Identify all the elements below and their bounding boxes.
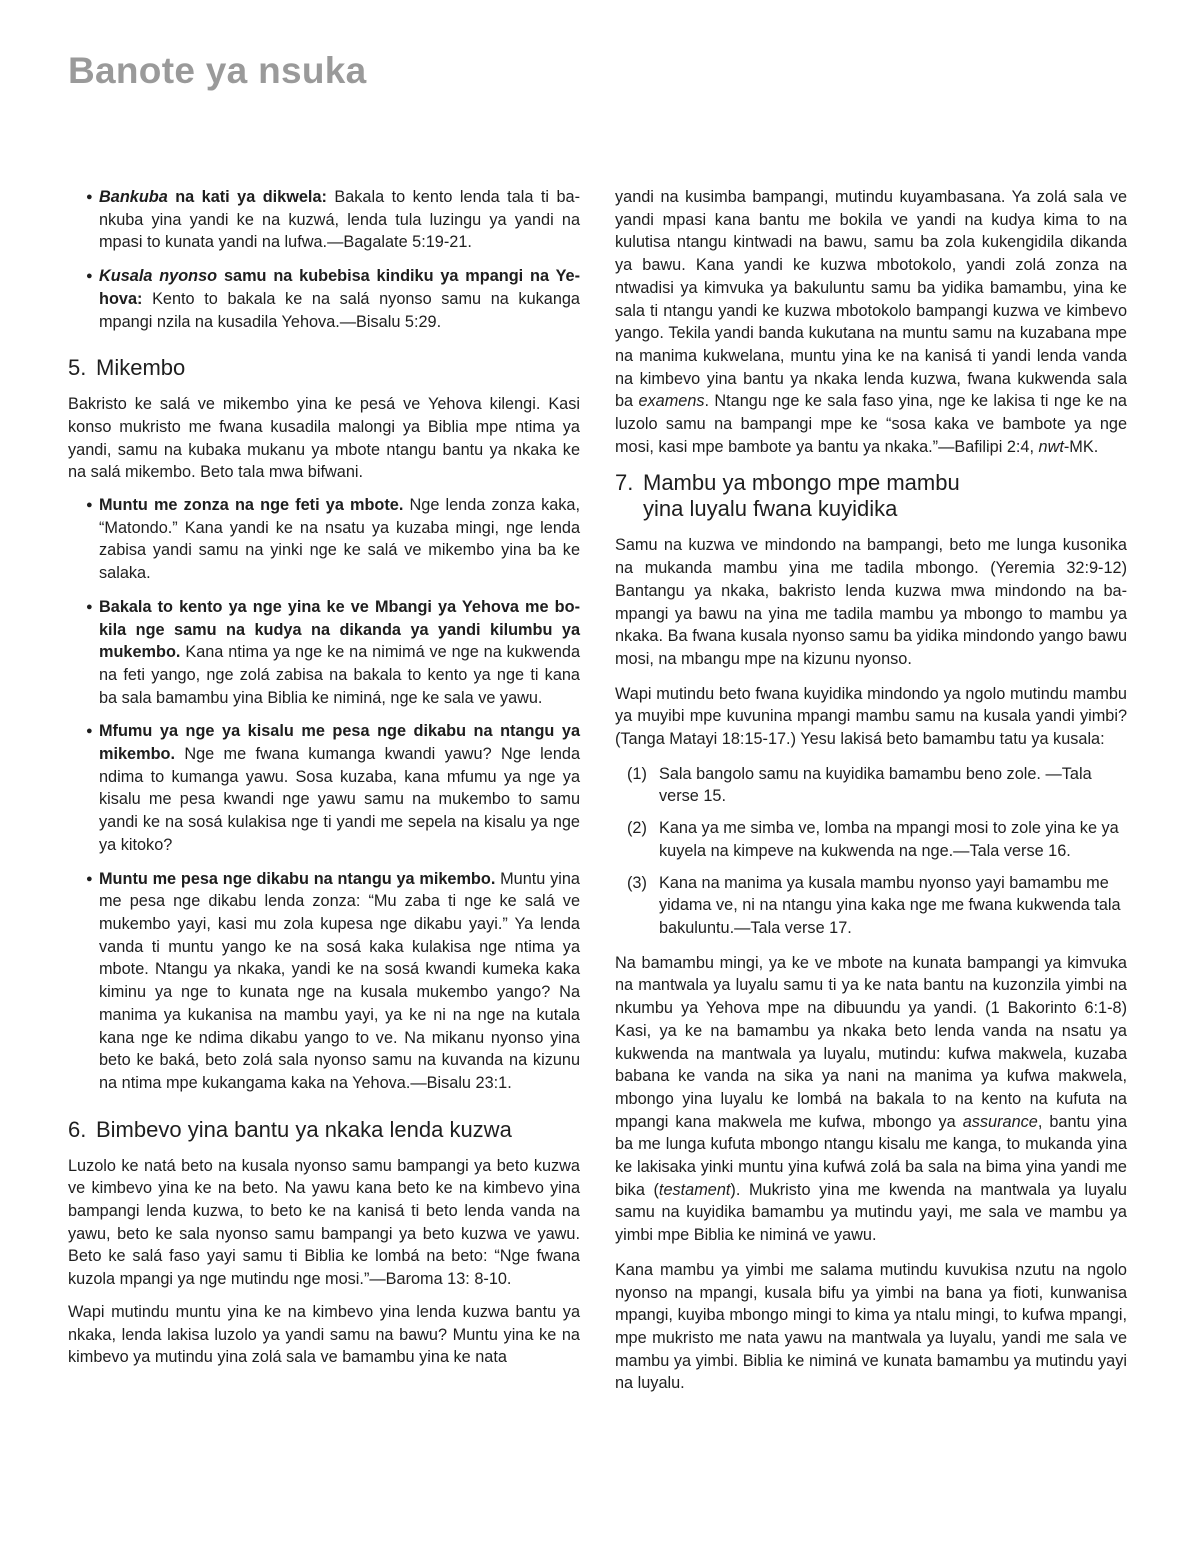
- numbered-steps: [615, 763, 1127, 940]
- bullet-lead-italic: Kusala nyonso: [99, 267, 218, 286]
- step-number: (1): [627, 764, 647, 783]
- section-heading-6: [68, 1117, 580, 1143]
- bullet-text: Bakala to kento lenda tala ti bankuba yina yandi ke na kuzwá, lenda tula luzingu ya yandi na mpasi to kunata yandi na lufwa.—Bagalate 5:19-21.: [99, 188, 580, 252]
- text-run: , bantu yina ba me lunga kufuta mbongo ntangu kisalu me kanga, to mukanda yina ke lakisaka yinki muntu yina kufwá zolá ba sala na bima yina yandi me bika (: [615, 1112, 1127, 1199]
- section-title-line: yina luyalu fwana kuyidika: [643, 496, 898, 522]
- list-item: [627, 763, 1127, 808]
- bullet-list-top: [68, 186, 580, 333]
- list-item: [86, 868, 580, 1095]
- bullet-lead: na kati ya dikwela:: [167, 188, 327, 206]
- bullet-text: Nge me fwana kumanga kwandi yawu? Nge lenda ndima to kumanga yawu. Sosa kuzaba, kana mfumu ya nge ya kisalu me pesa kwandi nge yawu samu na mukembo to samu yandi ke na sosá kulakisa nge ti yandi me sepela na kisalu ya nge ya kitoko?: [99, 745, 580, 854]
- text-run: yandi na kusimba bampangi, mutindu kuyambasana. Ya zolá sala ve yandi mpasi kana bantu me bokila ve yandi na kudya kima to na kulutisa ntangu kintwadi na bawu, samu ba zola kukengidila dikanda ya bawu. Kana yandi ke kuzwa mbotokolo, yandi zolá zonza na ntwadisi ya kimvuka ya bakuluntu samu ba yidika bamambu, yina ke sala ti ntangu yandi ke kuzwa mbotokolo bampangi kuzwa ve kimbevo yango. Tekila yandi banda kukutana na muntu samu na kuzabana mpe na manima kukwelana, muntu yina ke na kanisá ti yandi lenda vanda na kimbevo yina bantu ya nkaka lenda kuzwa, fwana kukwenda sala ba: [615, 188, 1127, 411]
- bullet-lead: Muntu me zonza na nge feti ya mbote.: [99, 496, 404, 515]
- paragraph-continued: [615, 186, 1127, 458]
- section-number: 7.: [615, 470, 634, 496]
- list-item: [86, 265, 580, 333]
- italic-term: examens: [638, 392, 705, 411]
- section-number: 6.: [68, 1116, 87, 1142]
- italic-term: nwt: [1038, 437, 1064, 456]
- step-text: Kana na manima ya kusala mambu nyonso yayi bamambu me yidama ve, ni na ntangu yina kaka nge me fwana kukwenda tala bakuluntu.—Tala verse 17.: [659, 873, 1121, 937]
- section-title: Bimbevo yina bantu ya nkaka lenda kuzwa: [96, 1116, 512, 1142]
- list-item: [86, 186, 580, 254]
- paragraph: [615, 952, 1127, 1247]
- section-title: [643, 470, 960, 522]
- section-heading-5: [68, 355, 580, 381]
- bullet-text: Kento to bakala ke na salá nyonso samu na kukanga mpangi nzila na kusadila Yehova.—Bisalu 5:29.: [99, 289, 580, 331]
- bullet-text: Muntu yina me pesa nge dikabu lenda zonza: “Mu zaba ti nge ke salá ve mukembo yayi, kasi mu zola kupesa nge dikabu yayi.” Ya lenda vanda ti muntu yango ke na sosá kaka kulakisa nge ntima ya mbote. Ntangu ya nkaka, yandi ke na sosá kwandi kumeka kaka kiminu ya nge to kunata nge na kusala mukembo yango? Na manima ya kukanisa na mambu yayi, ya ke ni na nge na kutala kana nge ke ndima dikabu yango to ve. Na mikanu nyonso yina beto ke baká, beto zolá sala nyonso samu na kuvanda na kizunu na ntima mpe kukangama kaka na Yehova.—Bisalu 23:1.: [99, 869, 580, 1092]
- section-heading-7: [615, 470, 1127, 522]
- paragraph: Wapi mutindu muntu yina ke na kimbevo yina lenda kuzwa bantu ya nkaka, lenda lakisa luzolo ya yandi samu na bawu? Muntu yina ke na kimbevo ya mutindu yina zolá sala ve bamambu yina ke nata: [68, 1302, 580, 1367]
- list-item: [86, 596, 580, 710]
- list-item: [86, 720, 580, 856]
- bullet-lead: Bakala to kento ya nge yina ke ve Mbangi ya Yehova me bokila nge samu na kudya na dikanda ya yandi kilumbu ya mukembo.: [99, 597, 580, 662]
- text-run: Na bamambu mingi, ya ke ve mbote na kunata bampangi ya kimvuka na mantwala ya luyalu samu ti ya ke nata bantu na kuzonzila yimbi na nkumbu ya Yehova mpe na dibuundu ya yandi. (1 Bakorinto 6:1-8) Kasi, ya ke na bamambu ya nkaka beto lenda vanda na nsatu ya kukwenda na mantwala ya luyalu, mutindu: kufwa makwela, kuzaba babana ke vanda na sika ya nani na manima ya kufwa makwela, mbongo yina luyalu ke lombá na bakala to na kento na kufuta na mpangi kana makwela me kufwa, mbongo ya: [615, 953, 1127, 1131]
- step-number: (2): [627, 819, 647, 838]
- text-run: . Ntangu nge ke sala faso yina, nge ke lakisa ti nge ke na luzolo samu na bampangi mpe ke “sosa kaka ve bambote ya nge mosi, kasi mpe bambote ya bantu ya nkaka.”—Bafilipi 2:4,: [615, 392, 1127, 456]
- step-text: Sala bangolo samu na kuyidika bamambu beno zole. —Tala verse 15.: [659, 764, 1092, 806]
- bullet-text: Kana ntima ya nge ke na nimimá ve nge na kukwenda na feti yango, nge zolá zabisa na bakala to kento ya nge ti kana ba sala bamambu yina Biblia ke niminá, nge ke sala ve yawu.: [99, 643, 580, 707]
- section-title: Mikembo: [96, 355, 186, 381]
- right-column: [615, 186, 1127, 1407]
- bullet-text: Nge lenda zonza kaka, “Matondo.” Kana yandi ke na nsatu ya kuzaba mingi, nge lenda zabisa yandi samu na yinki nge ke salá ve mikembo yina ba ke salaka.: [99, 496, 580, 583]
- text-run: ). Mukristo yina me kwenda na mantwala ya luyalu samu na kuyidika bamambu ya mutindu yayi, me sala ve mambu ya yimbi mpe Biblia ke niminá ve yawu.: [615, 1180, 1127, 1245]
- step-number: (3): [627, 873, 647, 892]
- bullet-list-section5: [68, 494, 580, 1095]
- bullet-lead: Muntu me pesa nge dikabu na ntangu ya mikembo.: [99, 869, 496, 888]
- italic-term: assurance: [962, 1112, 1038, 1131]
- left-column: [68, 186, 580, 1379]
- paragraph: Bakristo ke salá ve mikembo yina ke pesá ve Yehova kilengi. Kasi konso mukristo me fwana kusadila malongi ya Biblia mpe ntima ya yandi, samu na kubaka mukanu ya mbote ntangu bantu ya nkaka ke na salá mikembo. Beto tala mwa bifwani.: [68, 395, 580, 482]
- list-item: [627, 817, 1127, 862]
- text-run: -MK.: [1063, 437, 1099, 456]
- list-item: [86, 494, 580, 585]
- bullet-lead: samu na kubebisa kindiku ya mpangi na Yehova:: [99, 267, 581, 308]
- paragraph: Samu na kuzwa ve mindondo na bampangi, beto me lunga kusonika na mukanda mambu yina me tadila mbongo. (Yeremia 32:9-12) Bantangu ya nkaka, bakristo lenda kuzwa mwa mindondo na bampangi ya bawu na yina me tadila mambu ya mbongo to mambu ya nkaka. Ba fwana kusala nyonso samu ba yidika mindondo yango bawu mosi, na mbangu mpe na kizunu nyonso.: [615, 536, 1127, 668]
- bullet-lead: Mfumu ya nge ya kisalu me pesa nge dikabu na ntangu ya mikembo.: [99, 722, 580, 764]
- paragraph: Wapi mutindu beto fwana kuyidika mindondo ya ngolo mutindu mambu ya muyibi mpe kuvunina mpangi mambu samu na kusala yandi yimbi? (Tanga Matayi 18:15-17.) Yesu lakisá beto bamambu tatu ya kusala:: [615, 684, 1127, 749]
- list-item: [627, 872, 1127, 940]
- paragraph: Kana mambu ya yimbi me salama mutindu kuvukisa nzutu na ngolo nyonso na mpangi, kusala bifu ya yimbi na bana ya fioti, kunwanisa mpangi, kuyiba mbongo mingi to kima ya ntalu mingi, to kufwa mpangi, mpe mukristo me nata yawu na mantwala ya luyalu, yandi me sala ve mambu ya yimbi. Biblia ke niminá ve kunata bamambu ya mutindu yayi na luyalu.: [615, 1260, 1127, 1393]
- step-text: Kana ya me simba ve, lomba na mpangi mosi to zole yina ke ya kuyela na kimpeve na kukwenda na nge.—Tala verse 16.: [659, 819, 1119, 860]
- page-header-title: Banote ya nsuka: [68, 50, 367, 91]
- paragraph: Luzolo ke natá beto na kusala nyonso samu bampangi ya beto kuzwa ve kimbevo yina ke na beto. Na yawu kana beto ke na kimbevo yina bampangi lenda kuzwa, to beto ke na kanisá ti beto lenda vanda na yawu, beto ke sala nyonso samu bampangi ya beto kuzwa ve yawu. Beto ke salá faso yayi samu ti Biblia ke lombá na beto: “Nge fwana kuzola mpangi ya nge mutindu nge mosi.”—Baroma 13: 8-10.: [68, 1156, 580, 1289]
- bullet-lead-italic: Bankuba: [99, 188, 168, 206]
- section-title-line: Mambu ya mbongo mpe mambu: [643, 470, 960, 496]
- italic-term: testament: [658, 1180, 731, 1199]
- section-number: 5.: [68, 355, 87, 381]
